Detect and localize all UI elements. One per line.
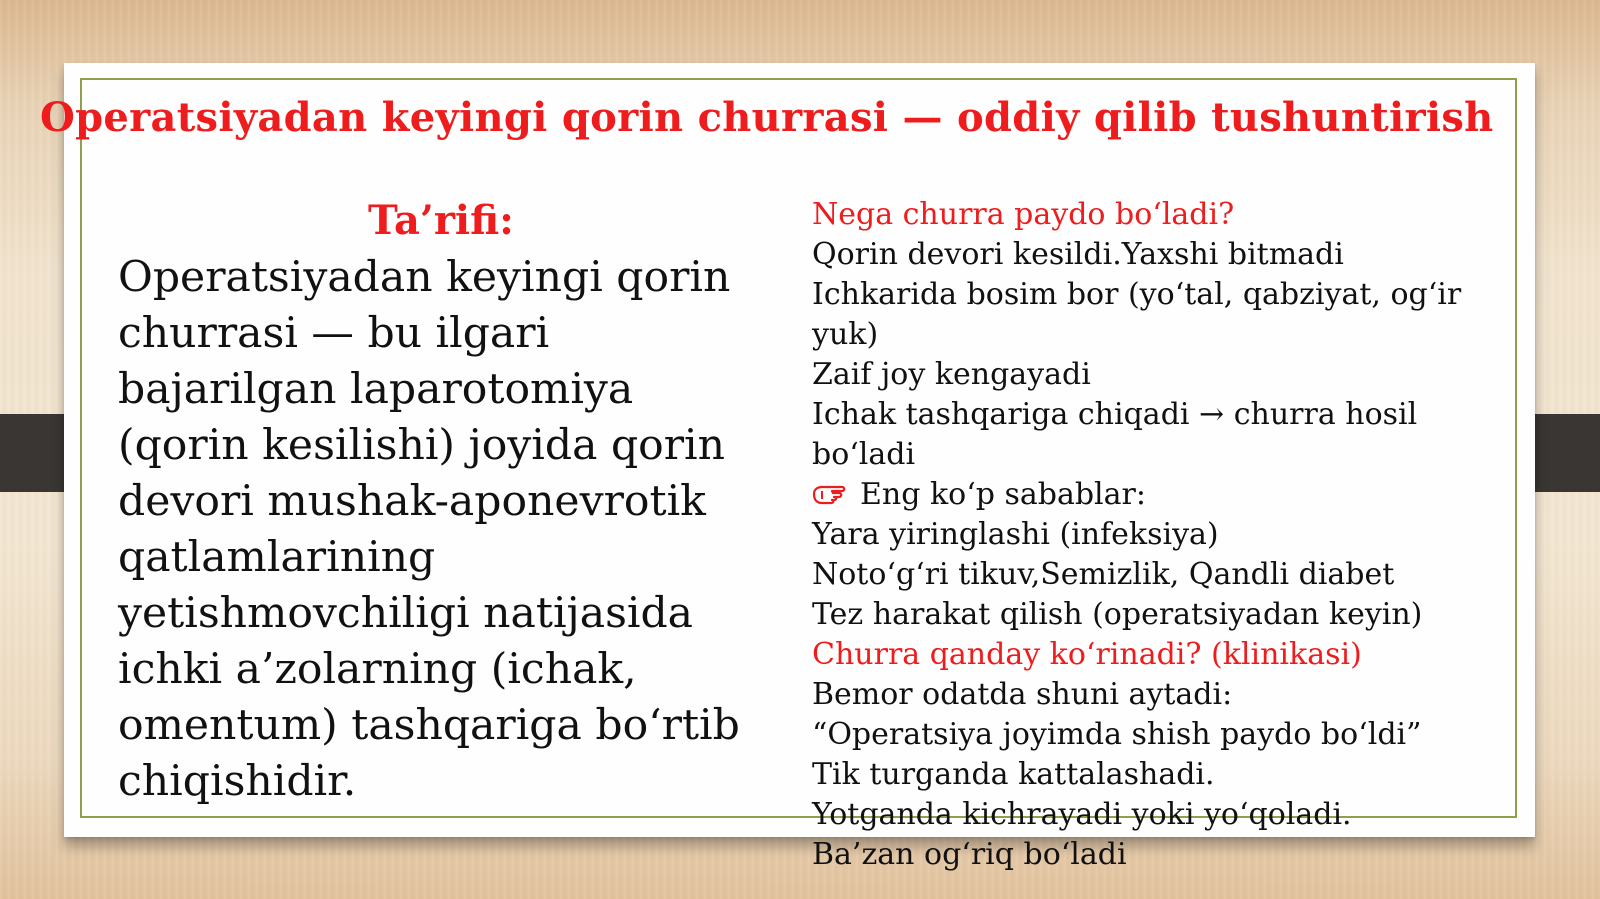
why-line: Zaif joy kengayadi [812,357,1091,392]
clinic-line: Bemor odatda shuni aytadi: [812,677,1233,712]
clinic-line: Ba’zan og‘riq bo‘ladi [812,837,1127,872]
slide-title: Operatsiyadan keyingi qorin churrasi — oddiy qilib tushuntirish [40,94,1494,141]
clinic-heading: Churra qanday ko‘rinadi? (klinikasi) [812,637,1362,672]
definition-text: Operatsiyadan keyingi qorin churrasi — bu ilgari bajarilgan laparotomiya (qorin kesilishi) joyida qorin devori mushak-aponevrotik qatlamlarining yetishmovchiligi natijasida ichki a’zolarning (ichak, omentum) tashqariga bo‘rtib chiqishidir. [118,253,740,806]
clinic-line: Tik turganda kattalashadi. [812,757,1215,792]
right-column [812,195,1512,875]
why-heading: Nega churra paydo bo‘ladi? [812,197,1235,232]
cause-line: Noto‘g‘ri tikuv,Semizlik, Qandli diabet [812,557,1395,592]
causes-heading-row [812,475,1512,515]
definition-heading: Ta’rifi: [368,197,514,244]
pointing-hand-icon [812,481,852,507]
why-line: Ichkarida bosim bor (yo‘tal, qabziyat, og‘ir yuk) [812,277,1462,352]
causes-heading: Eng ko‘p sabablar: [860,477,1146,512]
why-line: Qorin devori kesildi.Yaxshi bitmadi [812,237,1344,272]
cause-line: Yara yiringlashi (infeksiya) [812,517,1219,552]
clinic-line: Yotganda kichrayadi yoki yo‘qoladi. [812,797,1352,832]
why-line: Ichak tashqariga chiqadi → churra hosil bo‘ladi [812,397,1418,472]
clinic-line: “Operatsiya joyimda shish paydo bo‘ldi” [812,717,1422,752]
cause-line: Tez harakat qilish (operatsiyadan keyin) [812,597,1423,632]
